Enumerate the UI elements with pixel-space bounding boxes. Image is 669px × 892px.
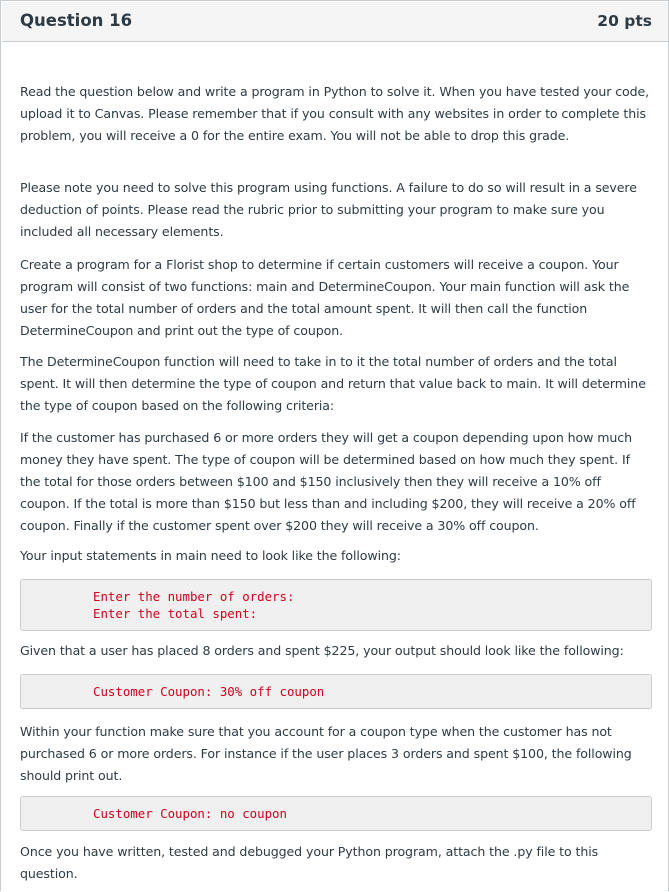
question-points: 20 pts — [597, 12, 652, 30]
submission-paragraph: Once you have written, tested and debugged your Python program, attach the .py file to this question. — [20, 844, 599, 881]
output-example-paragraph: Given that a user has placed 8 orders and spent $225, your output should look like the following: — [20, 643, 624, 658]
output-code-block — [20, 674, 652, 709]
code-line: Customer Coupon: 30% off coupon — [93, 684, 325, 699]
program-description-paragraph: Create a program for a Florist shop to determine if certain customers will receive a coupon. Your program will consist of two functions: main and DetermineCoupon. Your main function will ask the user for the total number of orders and the total amount spent. It will then call the function DetermineCoupon and print out the type of coupon. — [20, 257, 630, 338]
no-coupon-code-block — [20, 796, 652, 831]
instructions-paragraph: Read the question below and write a program in Python to solve it. When you have tested your code, upload it to Canvas. Please remember that if you consult with any websites in order to complete this problem, you will receive a 0 for the entire exam. You will not be able to drop this grade. — [20, 84, 650, 143]
function-description-paragraph: The DetermineCoupon function will need to take in to it the total number of orders and the total spent. It will then determine the type of coupon and return that value back to main. It will determine the type of coupon based on the following criteria: — [20, 354, 646, 413]
functions-note-paragraph: Please note you need to solve this program using functions. A failure to do so will result in a severe deduction of points. Please read the rubric prior to submitting your program to make sure you included all necessary elements. — [20, 180, 637, 239]
no-coupon-paragraph: Within your function make sure that you account for a coupon type when the customer has not purchased 6 or more orders. For instance if the user places 3 orders and spent $100, the following should print out. — [20, 724, 632, 783]
input-code-block — [20, 579, 652, 631]
question-title: Question 16 — [20, 11, 133, 30]
code-line: Customer Coupon: no coupon — [93, 806, 287, 821]
criteria-paragraph: If the customer has purchased 6 or more orders they will get a coupon depending upon how much money they have spent. The type of coupon will be determined based on how much they spent. If the total for those orders between $100 and $150 inclusively then they will receive a 10% off coupon. If the total is more than $150 but less than and including $200, they will receive a 20% off coupon. Finally if the customer spent over $200 they will receive a 30% off coupon. — [20, 430, 636, 533]
code-line: Enter the total spent: — [93, 606, 258, 621]
question-header — [2, 2, 668, 42]
input-statements-paragraph: Your input statements in main need to look like the following: — [20, 548, 401, 563]
code-line: Enter the number of orders: — [93, 589, 295, 604]
